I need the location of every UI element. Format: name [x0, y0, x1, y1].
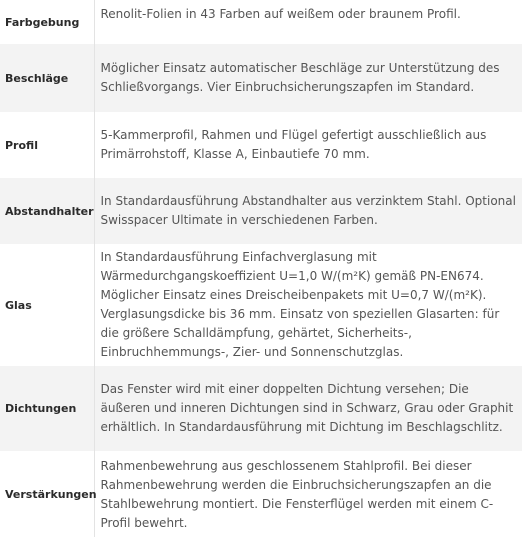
spec-row-beschlaege — [0, 44, 522, 112]
spec-label: Glas — [0, 244, 94, 366]
spec-row-abstandhalter — [0, 178, 522, 244]
spec-value: In Standardausführung Abstandhalter aus verzinktem Stahl. Optional Swisspacer Ultimate in verschiedenen Farben. — [94, 178, 522, 244]
spec-row-dichtungen — [0, 366, 522, 451]
spec-label: Dichtungen — [0, 366, 94, 451]
spec-row-glas — [0, 244, 522, 366]
spec-value: Das Fenster wird mit einer doppelten Dichtung versehen; Die äußeren und inneren Dichtungen sind in Schwarz, Grau oder Graphit erhältlich. In Standardausführung mit Dichtung im Beschlagschlitz. — [94, 366, 522, 451]
spec-label: Profil — [0, 112, 94, 178]
spec-label: Beschläge — [0, 44, 94, 112]
spec-value: In Standardausführung Einfachverglasung mit Wärmedurchgangskoeffizient U=1,0 W/(m²K) gemäß PN-EN674. Möglicher Einsatz eines Dreischeibenpakets mit U=0,7 W/(m²K). Verglasungsdicke bis 36 mm. Einsatz von speziellen Glasarten: für die größere Schalldämpfung, gehärtet, Sicherheits-, Einbruchhemmungs-, Zier- und Sonnenschutzglas. — [94, 244, 522, 366]
spec-label: Farbgebung — [0, 0, 94, 44]
spec-value: Renolit-Folien in 43 Farben auf weißem oder braunem Profil. — [94, 0, 522, 44]
spec-label: Abstandhalter — [0, 178, 94, 244]
spec-row-profil — [0, 112, 522, 178]
spec-label: Verstärkungen — [0, 451, 94, 537]
spec-row-verstaerkungen — [0, 451, 522, 537]
spec-value: 5-Kammerprofil, Rahmen und Flügel gefertigt ausschließlich aus Primärrohstoff, Klasse A, Einbautiefe 70 mm. — [94, 112, 522, 178]
spec-value: Rahmenbewehrung aus geschlossenem Stahlprofil. Bei dieser Rahmenbewehrung werden die Einbruchsicherungszapfen an die Stahlbewehrung montiert. Die Fensterflügel werden mit einem C-Profil bewehrt. — [94, 451, 522, 537]
spec-row-farbgebung — [0, 0, 522, 44]
spec-value: Möglicher Einsatz automatischer Beschläge zur Unterstützung des Schließvorgangs. Vier Einbruchsicherungszapfen im Standard. — [94, 44, 522, 112]
